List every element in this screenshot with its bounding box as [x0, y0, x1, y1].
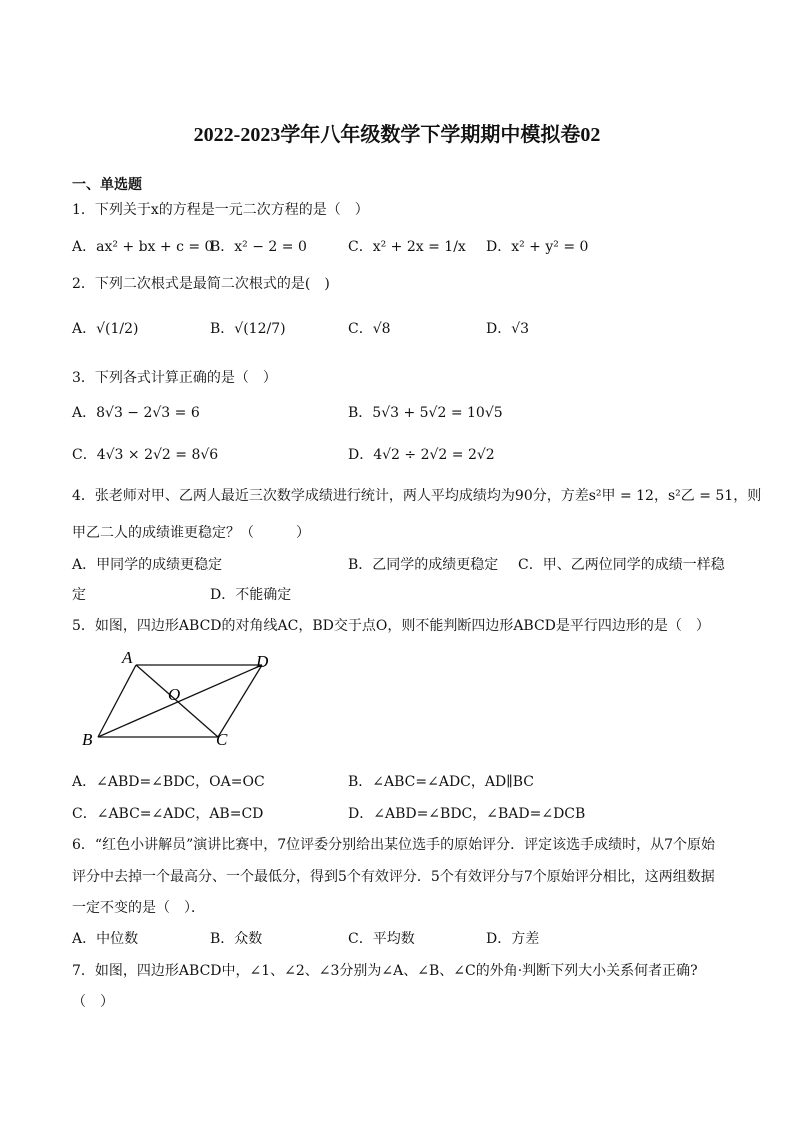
q6-option-d: D．方差	[486, 931, 540, 947]
q6-option-a: A．中位数	[72, 931, 139, 947]
page-title: 2022-2023学年八年级数学下学期期中模拟卷02	[193, 124, 601, 146]
question-4-line-2: 甲乙二人的成绩谁更稳定？（ ）	[72, 525, 310, 541]
q2-option-b: B．√(12/7)	[210, 321, 286, 337]
q2-option-a: A．√(1/2)	[72, 321, 139, 337]
q1-option-b: B．x² − 2 = 0	[210, 239, 307, 255]
label-b: B	[82, 730, 93, 749]
question-1-stem: 1．下列关于x的方程是一元二次方程的是（ ）	[72, 202, 369, 218]
q5-option-b: B．∠ABC=∠ADC，AD∥BC	[348, 774, 534, 790]
q4-option-c-continued: 定	[72, 587, 86, 603]
q1-option-d: D．x² + y² = 0	[486, 239, 589, 255]
label-c: C	[216, 730, 228, 749]
label-o: O	[168, 685, 181, 704]
q3-option-a: A．8√3 − 2√3 = 6	[72, 405, 200, 421]
q4-option-b: B．乙同学的成绩更稳定	[348, 557, 499, 573]
q2-option-c: C．√8	[348, 321, 391, 337]
q6-option-c: C．平均数	[348, 931, 415, 947]
q3-option-d: D．4√2 ÷ 2√2 = 2√2	[348, 447, 495, 463]
parallelogram-figure	[70, 645, 290, 755]
q3-option-b: B．5√3 + 5√2 = 10√5	[348, 405, 503, 421]
q4-option-c: C．甲、乙两位同学的成绩一样稳	[518, 557, 725, 573]
q3-option-c: C．4√3 × 2√2 = 8√6	[72, 447, 219, 463]
question-2-stem: 2．下列二次根式是最简二次根式的是( )	[72, 276, 330, 292]
question-3-stem: 3．下列各式计算正确的是（ ）	[72, 370, 277, 386]
question-7-line-1: 7．如图，四边形ABCD中，∠1、∠2、∠3分别为∠A、∠B、∠C的外角·判断下列大小关系何者正确?	[72, 963, 698, 979]
q4-option-d: D．不能确定	[210, 587, 292, 603]
section-heading: 一、单选题	[72, 177, 142, 193]
q1-option-a: A．ax² + bx + c = 0	[72, 239, 214, 255]
q1-option-c: C．x² + 2x = 1/x	[348, 239, 466, 255]
question-4-line-1: 4．张老师对甲、乙两人最近三次数学成绩进行统计，两人平均成绩均为90分，方差s²甲 = 12，s²乙 = 51，则	[72, 488, 762, 504]
question-7-line-2: （ ）	[72, 994, 114, 1010]
question-6-line-1: 6．“红色小讲解员”演讲比赛中，7位评委分别给出某位选手的原始评分．评定该选手成绩时，从7个原始	[72, 837, 716, 853]
question-5-stem: 5．如图，四边形ABCD的对角线AC，BD交于点O，则不能判断四边形ABCD是平行四边形的是（ ）	[72, 618, 710, 634]
q5-option-d: D．∠ABD=∠BDC，∠BAD=∠DCB	[348, 806, 586, 822]
label-a: A	[122, 648, 133, 667]
q6-option-b: B．众数	[210, 931, 263, 947]
q5-option-c: C．∠ABC=∠ADC，AB=CD	[72, 806, 264, 822]
side-ab	[98, 665, 136, 737]
q2-option-d: D．√3	[486, 321, 530, 337]
question-6-line-3: 一定不变的是（ ）．	[72, 900, 205, 916]
label-d: D	[256, 652, 269, 671]
q4-option-a: A．甲同学的成绩更稳定	[72, 557, 223, 573]
question-6-line-2: 评分中去掉一个最高分、一个最低分，得到5个有效评分．5个有效评分与7个原始评分相比，这两组数据	[72, 869, 715, 885]
q5-option-a: A．∠ABD=∠BDC，OA=OC	[72, 774, 265, 790]
side-dc	[218, 665, 262, 737]
